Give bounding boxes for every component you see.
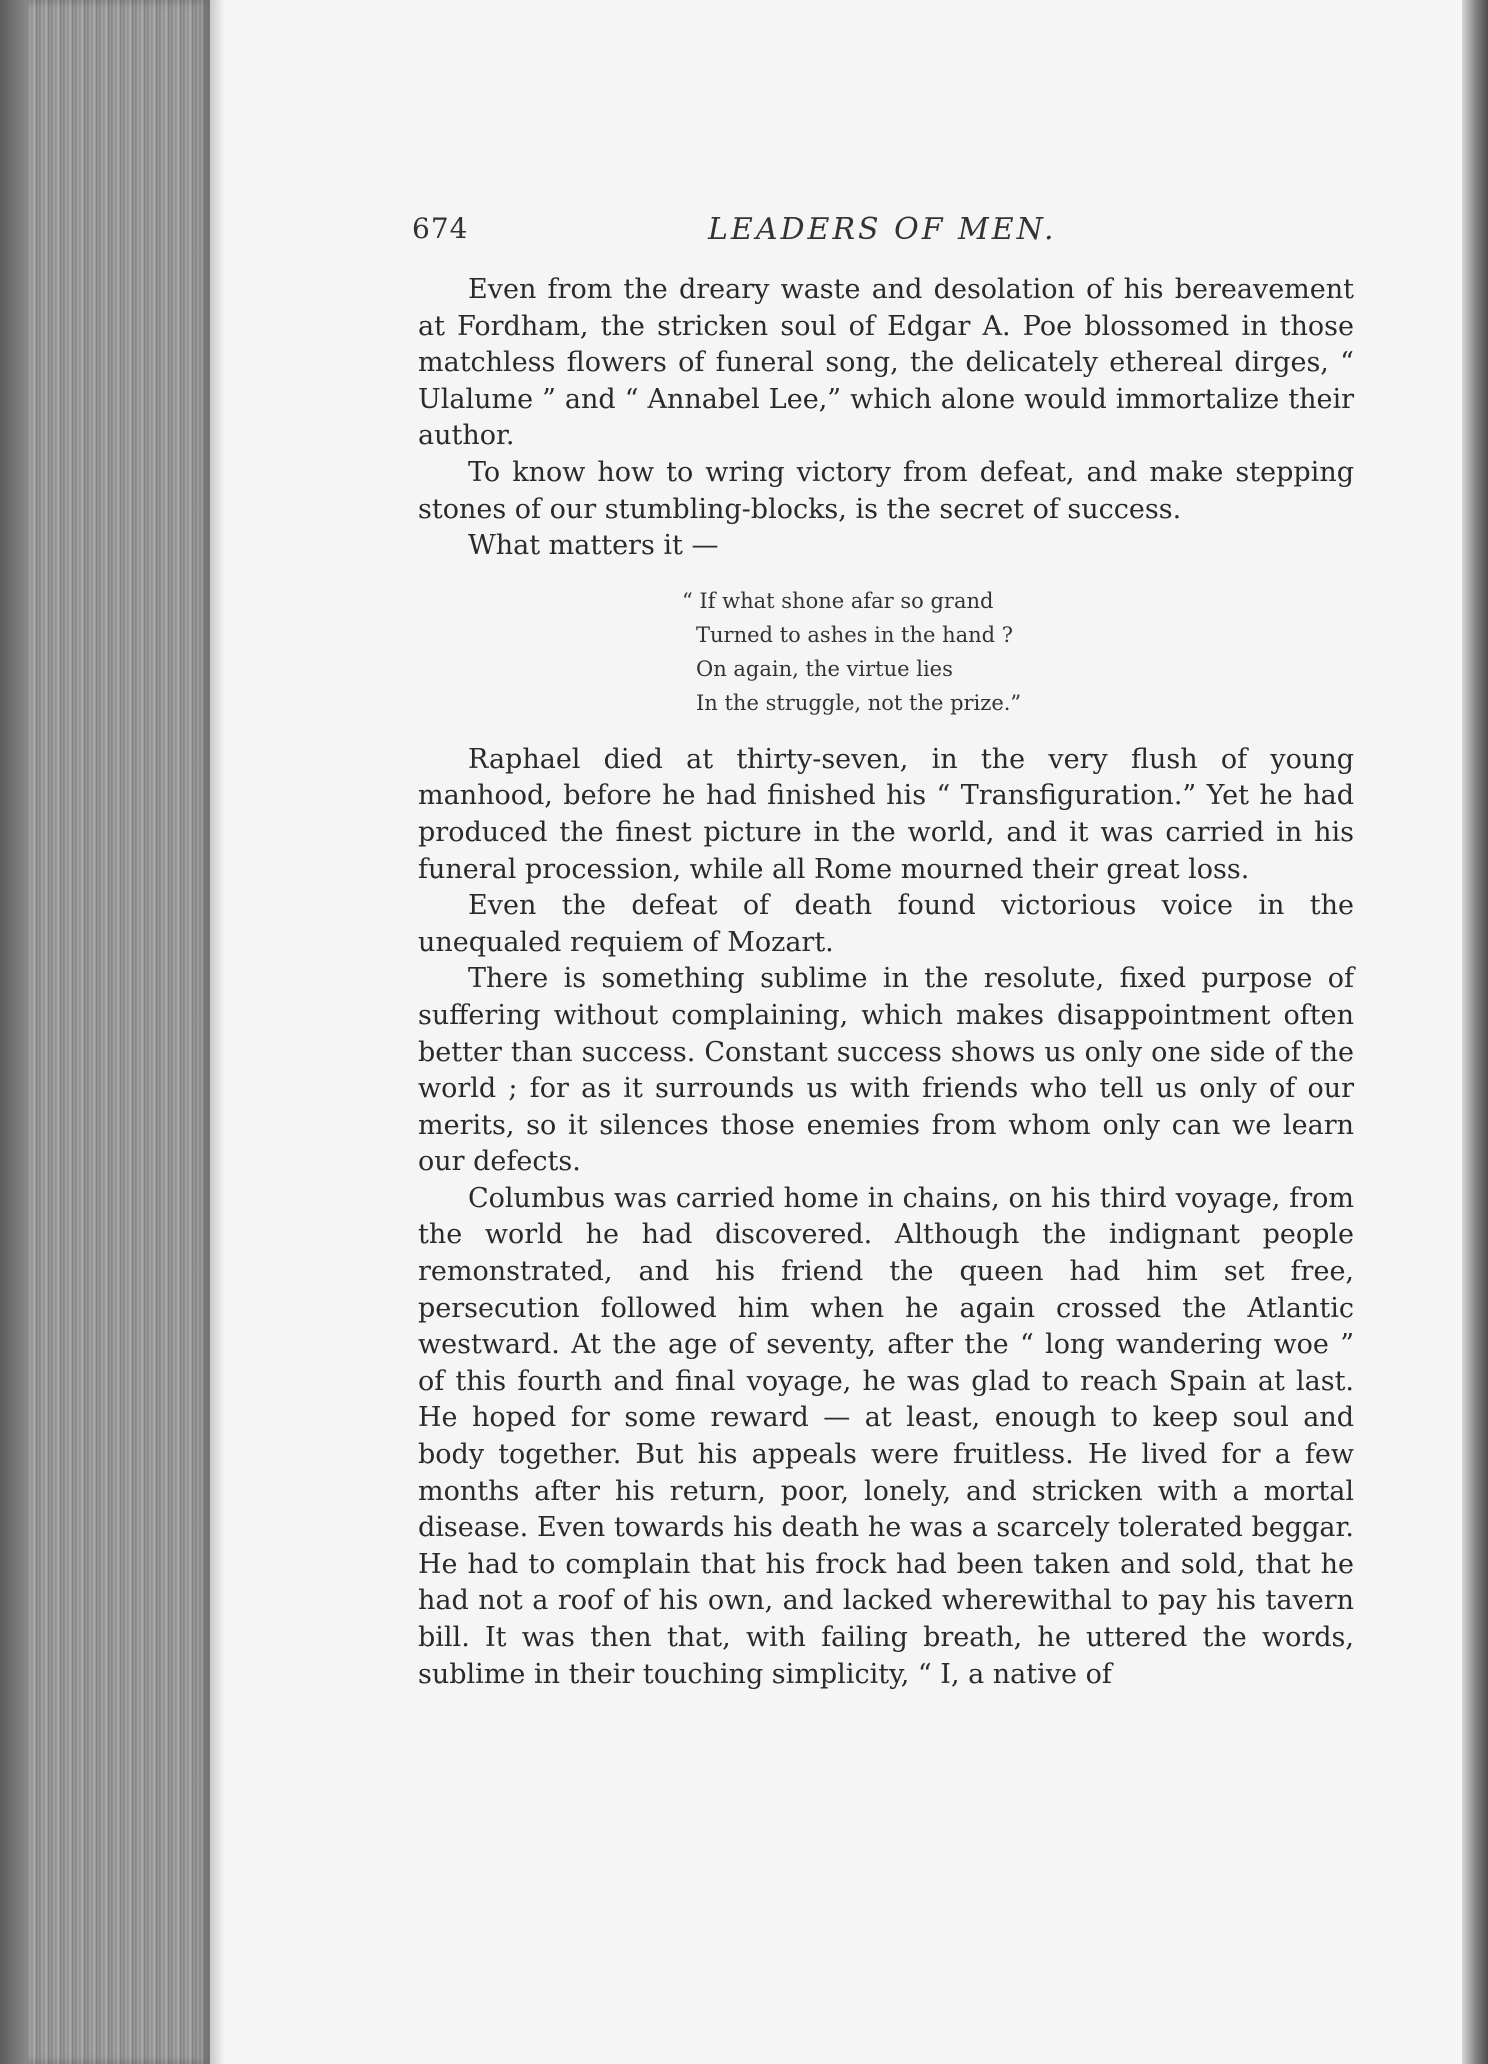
verse-line: “ If what shone afar so grand: [682, 588, 994, 613]
verse-line: In the struggle, not the prize.”: [696, 690, 1022, 715]
verse-line: Turned to ashes in the hand ?: [696, 622, 1014, 647]
verse-quotation: [418, 584, 1354, 720]
page-gutter: [210, 0, 224, 2064]
verse-line: On again, the virtue lies: [696, 656, 953, 681]
paragraph-mozart: Even the defeat of death found victorious voice in the unequaled requiem of Mozart.: [418, 890, 1354, 958]
page-number: 674: [412, 212, 469, 245]
body-text: [418, 272, 1354, 1693]
running-title: LEADERS OF MEN.: [708, 212, 1057, 247]
paragraph-columbus: Columbus was carried home in chains, on his third voyage, from the world he had discovered. Although the indignant people remonstrated, and his friend the queen had him set free, persecution followed him when he again crossed the Atlantic westward. At the age of seventy, after the “ long wandering woe ” of this fourth and final voyage, he was glad to reach Spain at last. He hoped for some reward — at least, enough to keep soul and body together. But his appeals were fruitless. He lived for a few months after his return, poor, lonely, and stricken with a mortal disease. Even towards his death he was a scarcely tolerated beggar. He had to complain that his frock had been taken and sold, that he had not a roof of his own, and lacked wherewithal to pay his tavern bill. It was then that, with failing breath, he uttered the words, sublime in their touching simplicity, “ I, a native of: [418, 1182, 1354, 1690]
book-page-edges: [0, 0, 210, 2064]
paragraph-what-matters: What matters it —: [468, 530, 719, 562]
right-page-edge: [1462, 0, 1488, 2064]
running-head: [412, 212, 1362, 252]
paragraph-poe: Even from the dreary waste and desolation of his bereavement at Fordham, the stricken soul of Edgar A. Poe blossomed in those matchless flowers of funeral song, the delicately ethereal dirges, “ Ulalume ” and “ Annabel Lee,” which alone would immortalize their author.: [418, 274, 1354, 452]
paragraph-suffering: There is something sublime in the resolute, fixed purpose of suffering without complaining, which makes disappointment often better than success. Constant success shows us only one side of the world ; for as it surrounds us with friends who tell us only of our merits, so it silences those enemies from whom only can we learn our defects.: [418, 963, 1354, 1178]
paragraph-victory: To know how to wring victory from defeat, and make stepping stones of our stumbling-blocks, is the secret of success.: [418, 456, 1354, 525]
paragraph-raphael: Raphael died at thirty-seven, in the very flush of young manhood, before he had finished his “ Transfiguration.” Yet he had produced the finest picture in the world, and it was carried in his funeral procession, while all Rome mourned their great loss.: [418, 743, 1354, 885]
